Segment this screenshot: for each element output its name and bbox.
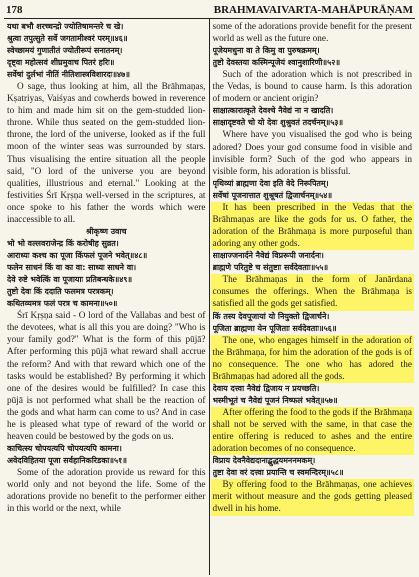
sanskrit-verse-line: आराध्यः कश्च का पूजा किंफलं पूजने भवेत्॥४८॥ (7, 251, 148, 261)
right-column (210, 19, 416, 575)
sanskrit-verse-line: किं तस्य देवपूजायां यो नियुक्तो द्विजार्चने। (212, 311, 330, 321)
translation-paragraph: Some of the adoration provide us reward for this world only and not beyond the life. Some of the adorations provide no benefit to the performer either in this world or the next, while (7, 468, 206, 515)
sanskrit-verse-line: भस्मीभूतं च नैवेद्यं पूजनं निष्फलं भवेत्॥५७॥ (212, 395, 338, 405)
sanskrit-verse-line: विप्राय देवनैवेद्यदानाद्बुद्धयमननमकम्। (212, 456, 316, 466)
translation-paragraph: Such of the adoration which is not prescribed in the Vedas, is bound to cause harm. Is this adoration of modern or ancient origin? (212, 70, 412, 105)
running-title: BRAHMAVAIVARTA-MAHĀPURĀṆAM (213, 4, 413, 16)
sanskrit-verse-line: सर्वेषां पूजनात्तात शुश्रूषतं द्विजार्चनम्॥५४॥ (212, 190, 333, 200)
sanskrit-verse-line: दृष्ट्वा महोत्सवं शीघ्रमुवाच पितरं हरिः॥ (7, 58, 115, 67)
sanskrit-verse-line: तुष्टो देवस्तया कस्मिन्पूजेयं श्वानुशारिणी॥५२॥ (212, 58, 341, 68)
sanskrit-verse-line: साक्षाज्जनार्दने नैवेद्यं विप्ररूपी जनार्दनः। (212, 251, 324, 261)
highlighted-translation-paragraph: It has been prescribed in the Vedas that the Brāhmaṇas are like the gods for us. O father, the adoration of the Brāhmaṇa is more purposeful than adoring any other gods. (212, 202, 412, 250)
sanskrit-verse-line: सर्वेषां दुर्लभां नीतिं नीतिशास्त्रविशारदः॥४७॥ (7, 70, 130, 79)
translation-paragraph: Śrī Kṛṣṇa said - O lord of the Vallabas and best of the devotees, what is all this you are doing? "Who is your family god?" What is the form of this pūjā? After performing this pūjā what reward shall accrue the reform? And with that reward which one of the tasks would be established? By performing it which one of the desires would be fulfilled? In case this pūjā is not performed what shall be the reaction of the gods and what harm can come to us? And in case he is pleased what type of reward of the world or heaven could be bestowed by the gods on us. (7, 311, 206, 443)
sanskrit-verse-line: फलेन साधनं किं वा का वा: साध्यः साधने वा। (7, 263, 137, 273)
translation-paragraph: O sage, thus looking at him, all the Brāhmaṇas, Kṣatriyas, Vaiśyas and cowherds bowed in reverence to him and made him sit on the gem-studded lion-throne. While thus seated on the gem-studded lion-throne, the lord of the universe, looked as if the full moon of the winter seas was surrounded by stars. Thus visualising the entire situation all the people said, "O lord of the universe you are beyond qualities, illustrious and eternal." Looking at the festivities Śrī Kṛṣṇa well-versed in the scriptures, at once spoke to his father the words which were inaccessible to all. (7, 82, 206, 226)
sanskrit-verse-line: पूजिता ब्राह्मणा येन पूजिताः सर्वदेवताः॥५६॥ (212, 323, 337, 333)
translation-paragraph: some of the adorations provide benefit for the present world as well as the future one. (212, 22, 412, 45)
translation-paragraph: Where have you visualised the god who is being adored? Does your god consume food in visible and invisible form? Such of the god who appears in visible form, his adoration is blissful. (212, 130, 412, 177)
sanskrit-verse-line: देवाय दत्त्वा नैवेद्यं द्विजाय न प्रयच्छति। (212, 383, 320, 393)
page-number: 178 (6, 4, 23, 16)
highlighted-translation-paragraph: The one, who engages himself in the adoration of the Brāhmaṇa, for him the adoration of the gods is of no consequence. The one who has adored the Brāhmaṇas had adored all the gods. (212, 335, 412, 382)
left-column (4, 19, 210, 575)
sanskrit-verse-line: भो भो वल्लवराजेन्द्र किं करोषीह सुव्रत। (7, 239, 119, 249)
sanskrit-verse-line: कथितव्यमत्र फलं परत्र च कामना॥५०॥ (7, 299, 118, 309)
highlighted-translation-paragraph: By offering food to the Brāhmaṇas, one achieves merit without measure and the gods getting pleased dwell in his home. (212, 480, 412, 515)
text-columns (4, 19, 415, 575)
highlighted-translation-paragraph: The Brāhmaṇas in the form of Janārdana consumes the offerings. When the Brāhmaṇa is satisfied all the gods get satisfied. (212, 275, 412, 310)
sanskrit-verse-line: तुष्टो देवः किं ददाति फलमत्र परत्रकम्। (7, 287, 114, 297)
sanskrit-verse-line: यथा बभौ शरच्चन्द्रो ज्योतिषामन्तरे च खे। (7, 22, 124, 31)
sanskrit-verse-line: ब्राह्मणे परितुष्टे च संतुष्टाः सर्वदेवताः॥५५॥ (212, 263, 329, 273)
speaker-heading: श्रीकृष्ण उवाच (86, 227, 127, 237)
page-header (4, 3, 415, 19)
sanskrit-verse-line: स्वेच्छामयं गुणातीतं ज्योतीरूपं सनातनम्। (7, 46, 123, 55)
sanskrit-verse-line: साक्षात्कारात्कृते देवश्चे नैवेद्यं ना न खादति। (212, 106, 334, 116)
sanskrit-verse-line: अवेदविहितया पूजा सर्वहानिकरिडका॥५१॥ (7, 456, 127, 466)
sanskrit-verse-line: पृथिव्यां ब्राह्मणा देवा इति वेदे निरूपितम्। (212, 178, 329, 188)
sanskrit-verse-line: श्रुत्वा तपुत्सुते सर्वे जगतामीश्वरं परम्॥४६॥ (7, 34, 128, 43)
sanskrit-verse-line: पूजेयमधुना वा ते किमु वा पुरुषक्रमम्। (212, 46, 320, 56)
highlighted-translation-paragraph: After offering the food to the gods if the Brāhmaṇa shall not be served with the same, in that case the entire offering is reduced to ashes and the entire adoration becomes of no consequence. (212, 407, 412, 455)
sanskrit-verse-line: देवे रुष्टे भवेत्किं वा पूजायाः प्रतिबन्धके॥४९॥ (7, 275, 133, 285)
sanskrit-verse-line: काचित्स्य चोपयत्यपि चोपयत्यपि कामना। (7, 444, 122, 454)
sanskrit-verse-line: तुष्टा देवा वरं दत्त्वा प्रयान्ति च स्वमन्दिरम्॥५८॥ (212, 468, 344, 478)
sanskrit-verse-line: साक्षादृष्टवते चो यो देवः शुश्रुवतं तदर्चनम्॥५३॥ (212, 118, 344, 128)
